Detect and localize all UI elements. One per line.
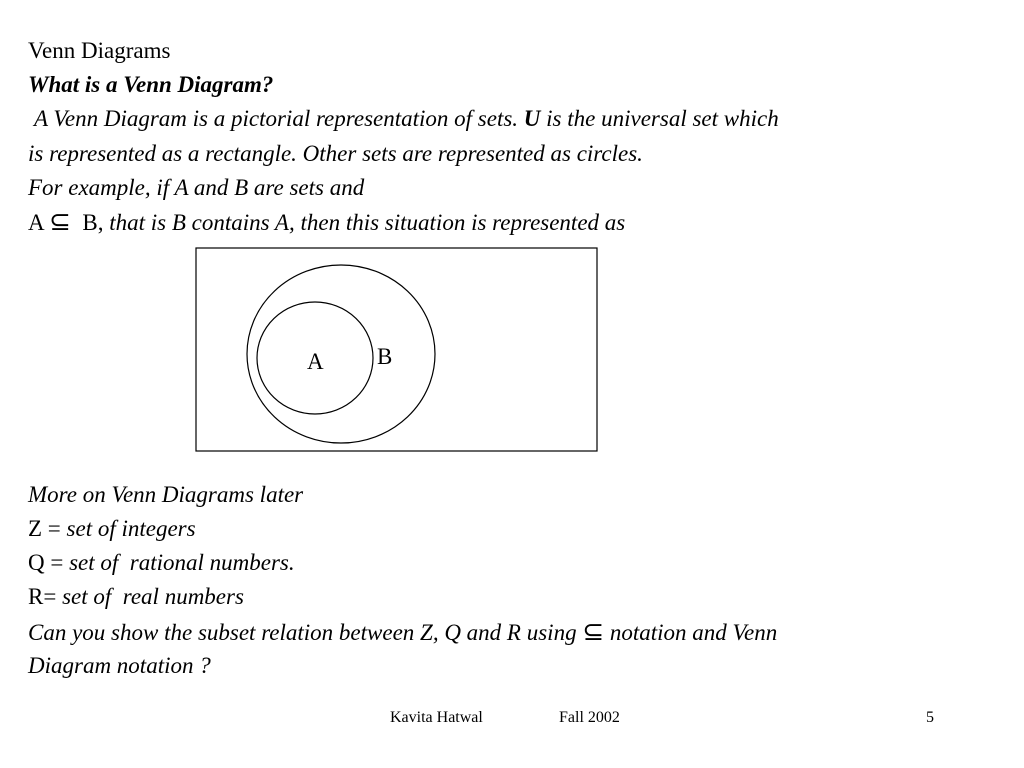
set-b-circle [247,265,435,443]
example-intro: For example, if A and B are sets and [28,175,365,200]
footer-author: Kavita Hatwal [390,709,483,726]
universal-set-symbol: U [523,106,541,131]
set-q-name: Q = [28,550,70,575]
set-z-desc: set of integers [66,516,196,541]
subset-statement [28,208,625,237]
question-text-2: notation and Venn [604,620,778,645]
question-text-1: Can you show the subset relation between Z, Q and R using [28,620,583,645]
set-r-desc: set of real numbers [62,584,244,609]
subset-symbol: ⊆ [49,207,71,237]
slide-question: What is a Venn Diagram? [28,72,274,97]
slide-title: Venn Diagrams [28,38,171,63]
set-b-label: B, [70,210,104,235]
definition-text-1: A Venn Diagram is a pictorial representation of sets. [34,106,524,131]
set-q-desc: set of rational numbers. [69,550,295,575]
set-z-name: Z = [28,516,67,541]
question-line-1 [28,618,777,647]
subset-symbol-2: ⊆ [582,617,605,647]
definition-text-2: is the universal set which [540,106,779,131]
question-line-2: Diagram notation ? [28,653,211,678]
definition-line-2: is represented as a rectangle. Other sets are represented as circles. [28,141,643,166]
set-q-definition [28,549,295,577]
universal-set-rectangle [196,248,597,451]
footer-page-number: 5 [926,709,934,726]
set-a-label: A [28,210,50,235]
footer-term: Fall 2002 [559,709,620,726]
subset-explanation: that is B contains A, then this situation is represented as [103,210,626,235]
venn-diagram [195,247,599,453]
set-r-definition [28,583,244,611]
set-r-name: R= [28,584,63,609]
set-a-circle-label: A [307,349,324,374]
set-b-circle-label: B [377,344,393,369]
definition-line-1 [34,105,779,133]
more-note: More on Venn Diagrams later [28,482,304,507]
set-z-definition [28,515,196,543]
